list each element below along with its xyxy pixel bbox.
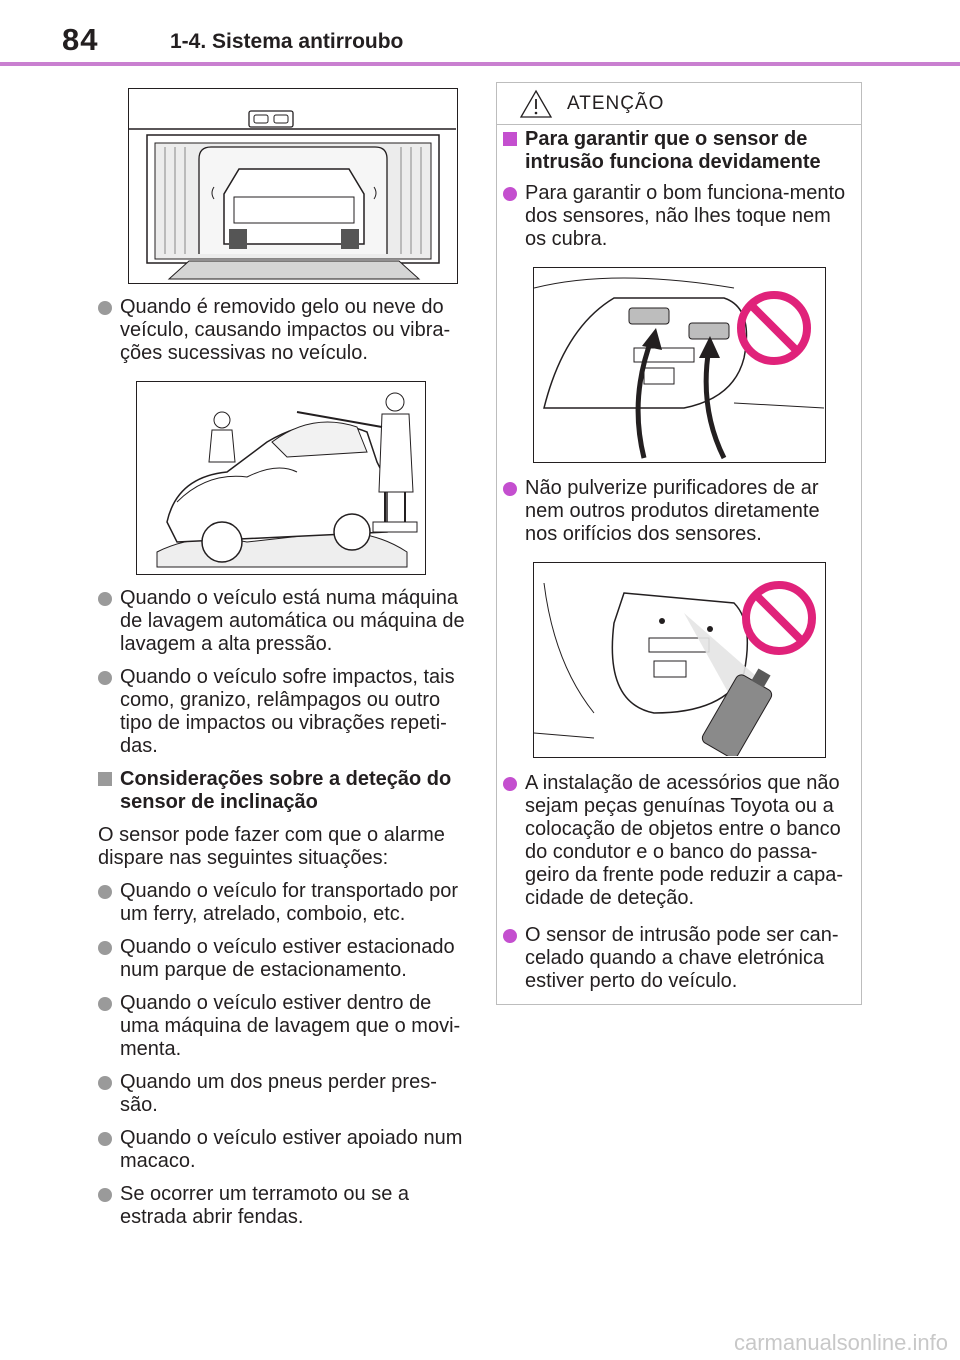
intro-text: O sensor pode fazer com que o alarme dispare nas seguintes situações: [98,824,445,869]
section-title: 1-4. Sistema antirroubo [170,30,404,53]
bullet-icon [503,187,517,201]
watermark: carmanualsonline.info [733,1330,948,1355]
bullet-icon [98,1188,112,1202]
car-wash-illustration [128,88,458,284]
warning-title: ATENÇÃO [567,93,665,114]
list-item: Para garantir o bom funciona-mento dos sensores, não lhes toque nem os cubra. [503,182,855,251]
list-item: Quando o veículo for transportado por um ferry, atrelado, comboio, etc. [98,880,470,926]
list-item: Quando o veículo estiver apoiado num macaco. [98,1127,470,1173]
left-column [98,88,470,1229]
bullet-icon [98,592,112,606]
bullet-icon [98,997,112,1011]
snow-removal-illustration [136,381,426,575]
page-header [0,0,960,66]
bullet-icon [98,1132,112,1146]
square-bullet-icon [503,132,517,146]
sensor-touch-illustration [533,267,826,463]
list-item: Não pulverize purificadores de ar nem outros produtos diretamente nos orifícios dos sensores. [503,477,855,546]
sub-heading: Considerações sobre a deteção do sensor de inclinação [98,768,470,814]
bullet-icon [98,885,112,899]
list-item: O sensor de intrusão pode ser can-celado quando a chave eletrónica estiver perto do veículo. [503,924,855,993]
snow-removal-drawing [137,382,424,573]
list-item: Quando o veículo sofre impactos, tais como, granizo, relâmpagos ou outro tipo de impactos ou vibrações repeti-das. [98,666,470,758]
warning-heading: Para garantir que o sensor de intrusão funciona devidamente [503,128,855,174]
spray-drawing [534,563,824,756]
list-item: Quando o veículo estiver estacionado num parque de estacionamento. [98,936,470,982]
list-item: Quando um dos pneus perder pres-são. [98,1071,470,1117]
warning-triangle-icon [519,89,553,119]
list-item: A instalação de acessórios que não sejam peças genuínas Toyota ou a colocação de objetos entre o banco do condutor e o banco do passa-geiro da frente pode reduzir a capa-cidade de deteção. [503,772,855,910]
bullet-icon [503,777,517,791]
bullet-icon [98,301,112,315]
bullet-icon [503,929,517,943]
car-wash-drawing [129,89,456,282]
page-number: 84 [62,22,99,57]
warning-content [503,128,855,993]
spray-illustration [533,562,826,758]
list-item: Se ocorrer um terramoto ou se a estrada abrir fendas. [98,1183,470,1229]
square-bullet-icon [98,772,112,786]
warning-header [497,83,861,125]
header-rule [0,62,960,66]
list-item: Quando é removido gelo ou neve do veículo, causando impactos ou vibra-ções sucessivas no veículo. [98,296,470,365]
list-item: Quando o veículo estiver dentro de uma máquina de lavagem que o movi-menta. [98,992,470,1061]
bullet-icon [98,941,112,955]
sensor-touch-drawing [534,268,824,461]
bullet-icon [98,671,112,685]
list-item: Quando o veículo está numa máquina de lavagem automática ou máquina de lavagem a alta pressão. [98,587,470,656]
bullet-icon [98,1076,112,1090]
bullet-icon [503,482,517,496]
